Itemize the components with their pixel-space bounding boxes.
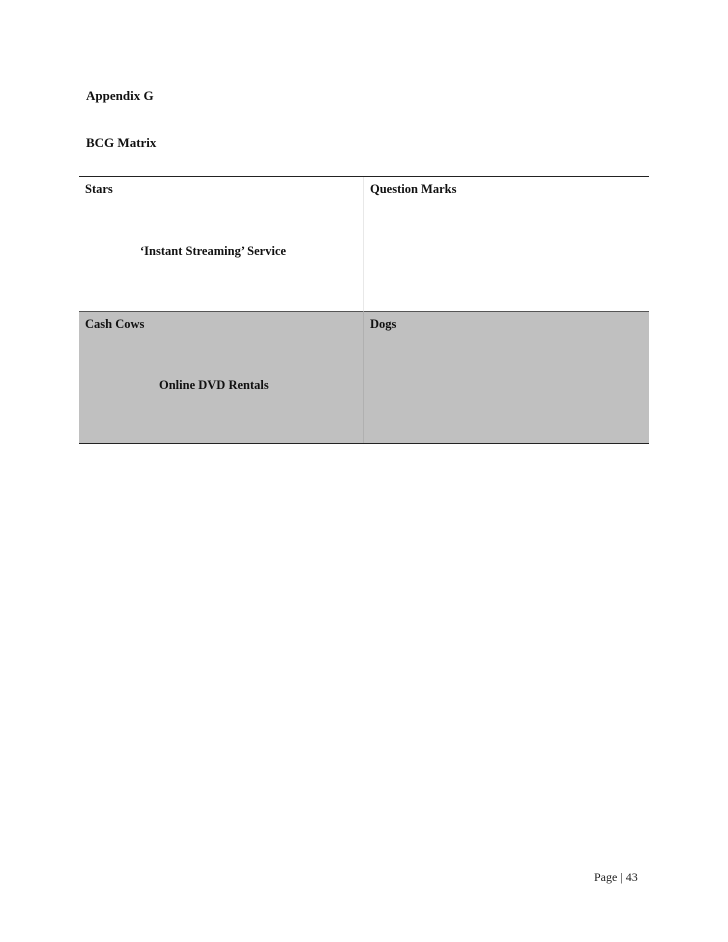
stars-item: ‘Instant Streaming’ Service xyxy=(140,244,287,258)
stars-quadrant xyxy=(79,177,363,312)
question-marks-label: Question Marks xyxy=(370,182,457,196)
cash-cows-label: Cash Cows xyxy=(85,317,145,331)
question-marks-quadrant xyxy=(363,177,649,312)
bcg-matrix-table xyxy=(79,176,649,444)
cash-cows-item: Online DVD Rentals xyxy=(159,378,269,392)
page-number: Page | 43 xyxy=(594,870,638,884)
dogs-label: Dogs xyxy=(370,317,397,331)
appendix-heading: Appendix G xyxy=(86,88,154,103)
dogs-quadrant xyxy=(363,312,649,443)
section-title: BCG Matrix xyxy=(86,135,157,150)
stars-label: Stars xyxy=(85,182,113,196)
cash-cows-quadrant xyxy=(79,312,363,443)
